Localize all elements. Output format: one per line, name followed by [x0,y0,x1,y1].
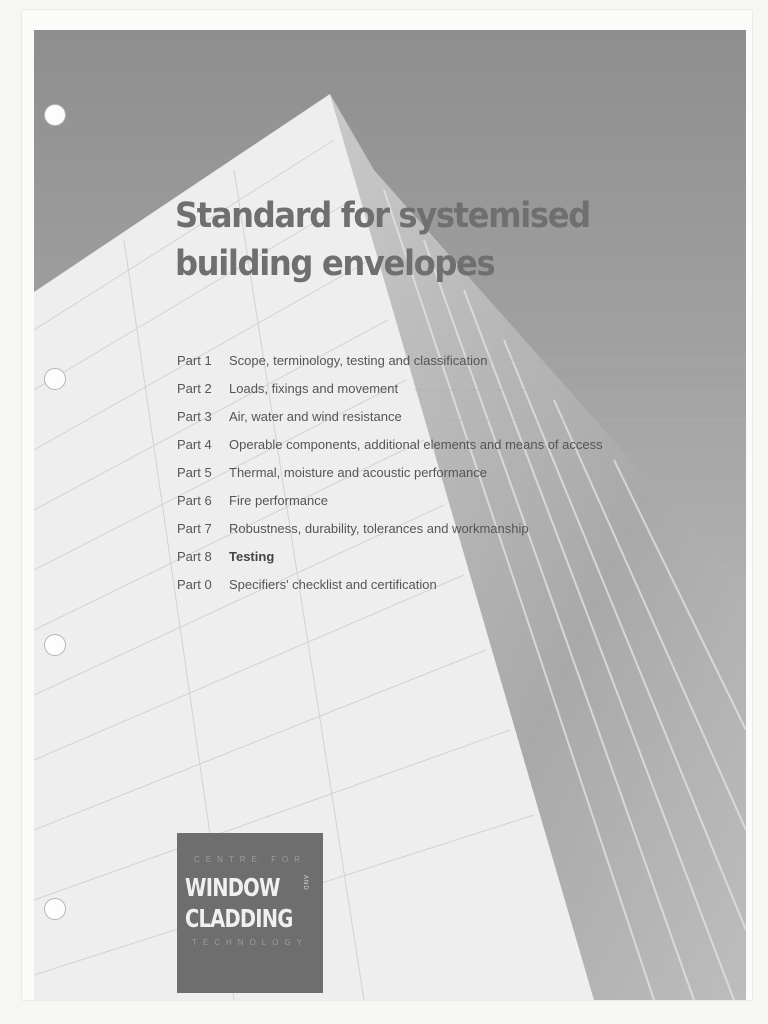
part-number: Part 1 [177,352,212,368]
part-row-highlighted [177,542,603,570]
part-row [177,486,603,514]
binder-hole-lower [44,634,66,656]
logo-word-window: WINDOW [185,873,280,902]
binder-hole-top [44,104,66,126]
part-number: Part 6 [177,492,212,508]
title-line-1: Standard for systemised [175,196,590,236]
part-row [177,514,603,542]
part-number: Part 0 [177,576,212,592]
part-number: Part 7 [177,520,212,536]
part-number: Part 4 [177,436,212,452]
logo-word-cladding: CLADDING [185,904,293,933]
part-row [177,346,603,374]
part-row [177,430,603,458]
parts-list [177,346,603,598]
part-title: Robustness, durability, tolerances and workmanship [229,520,529,536]
part-title: Specifiers' checklist and certification [229,576,437,592]
title-line-2: building envelopes [175,244,495,284]
part-row [177,374,603,402]
binder-hole-bottom [44,898,66,920]
part-title: Loads, fixings and movement [229,380,399,396]
part-title: Fire performance [229,492,328,508]
part-title: Scope, terminology, testing and classification [229,352,488,368]
logo-top-text: CENTRE FOR [194,855,306,864]
part-title-highlighted: Testing [229,548,275,564]
part-title: Air, water and wind resistance [229,408,402,424]
part-title: Thermal, moisture and acoustic performance [229,464,487,480]
part-number: Part 8 [177,548,212,564]
logo-bottom-text: TECHNOLOGY [191,938,308,947]
document-title [175,192,590,288]
cwct-logo [177,833,323,993]
part-row [177,570,603,598]
part-row [177,458,603,486]
binder-hole-upper [44,368,66,390]
part-number: Part 5 [177,464,212,480]
part-number: Part 3 [177,408,212,424]
logo-and-text: AND [302,875,308,891]
part-row [177,402,603,430]
part-number: Part 2 [177,380,212,396]
part-title: Operable components, additional elements and means of access [229,436,603,452]
